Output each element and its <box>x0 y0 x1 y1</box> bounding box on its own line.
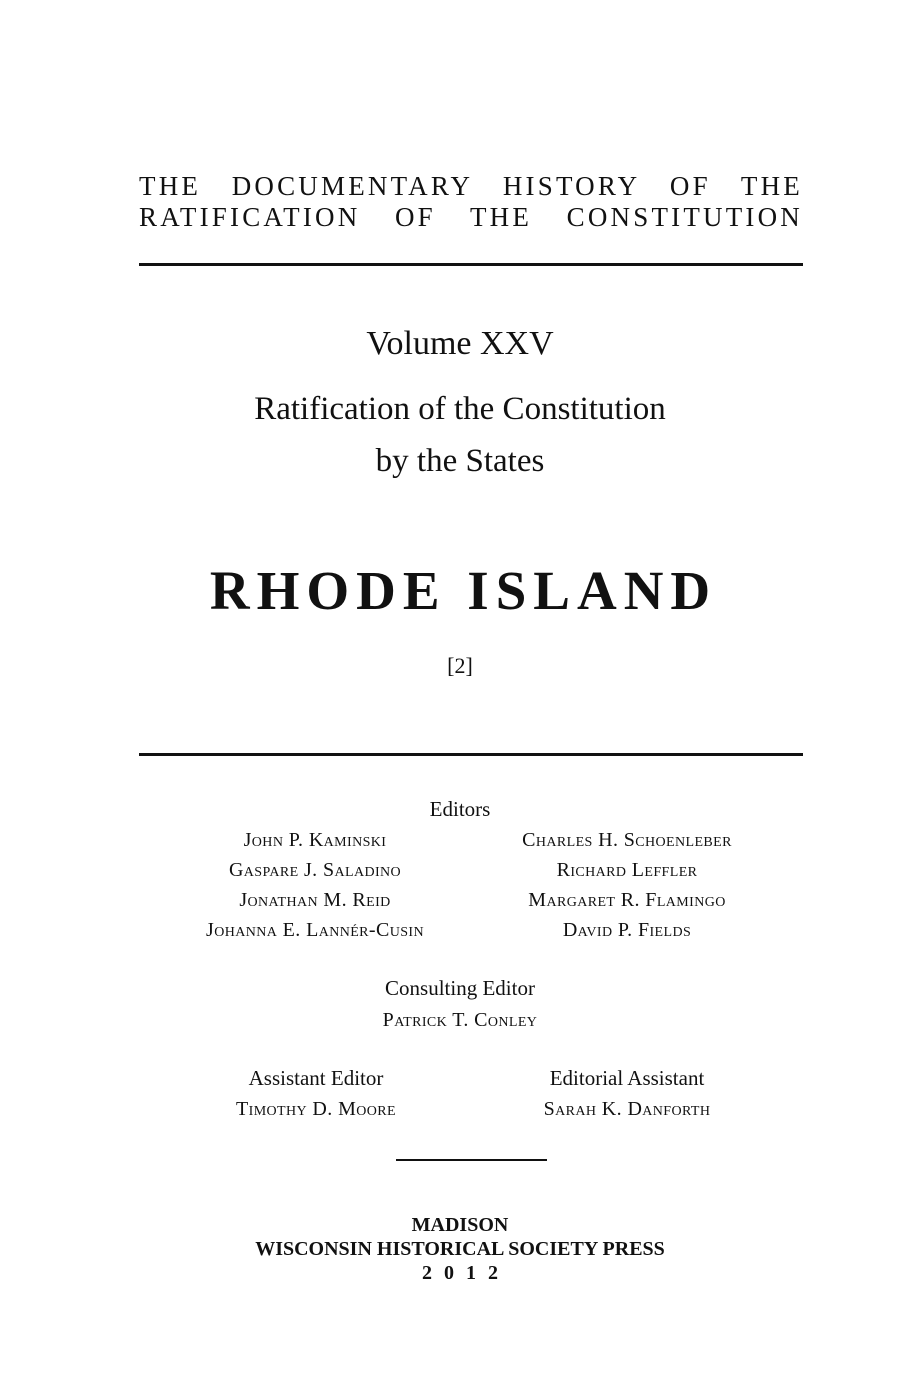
volume-number: Volume XXV <box>366 325 554 362</box>
editor-name: Johanna E. Lannér-Cusin <box>206 919 424 941</box>
assistant-editor-heading: Assistant Editor <box>248 1066 384 1090</box>
editorial-assistant-name: Sarah K. Danforth <box>543 1098 711 1120</box>
assistant-editor-name: Timothy D. Moore <box>236 1098 396 1120</box>
consulting-editor-name: Patrick T. Conley <box>382 1009 538 1031</box>
editors-heading: Editors <box>429 797 491 821</box>
series-title-line-2: RATIFICATION OF THE CONSTITUTION <box>139 202 803 232</box>
publisher-name: WISCONSIN HISTORICAL SOCIETY PRESS <box>255 1238 665 1260</box>
editor-name: Jonathan M. Reid <box>239 889 391 911</box>
editor-name: David P. Fields <box>562 919 692 941</box>
short-divider <box>396 1159 547 1161</box>
consulting-editor-heading: Consulting Editor <box>385 976 535 1000</box>
subtitle-line-1: Ratification of the Constitution <box>254 391 666 427</box>
editor-name: Charles H. Schoenleber <box>522 829 732 851</box>
publication-year: 2012 <box>422 1262 510 1284</box>
middle-divider <box>139 753 803 756</box>
editor-name: John P. Kaminski <box>243 829 387 851</box>
publisher-city: MADISON <box>411 1214 509 1236</box>
series-title-line-1: THE DOCUMENTARY HISTORY OF THE <box>139 171 803 201</box>
editor-name: Margaret R. Flamingo <box>528 889 726 911</box>
editor-name: Richard Leffler <box>556 859 698 881</box>
state-title: RHODE ISLAND <box>209 560 718 621</box>
subtitle-line-2: by the States <box>375 443 545 479</box>
editorial-assistant-heading: Editorial Assistant <box>549 1066 705 1090</box>
part-number: [2] <box>447 653 473 678</box>
editor-name: Gaspare J. Saladino <box>228 859 402 881</box>
editors-right-column <box>477 825 777 945</box>
editors-left-column <box>170 825 460 945</box>
top-divider <box>139 263 803 266</box>
